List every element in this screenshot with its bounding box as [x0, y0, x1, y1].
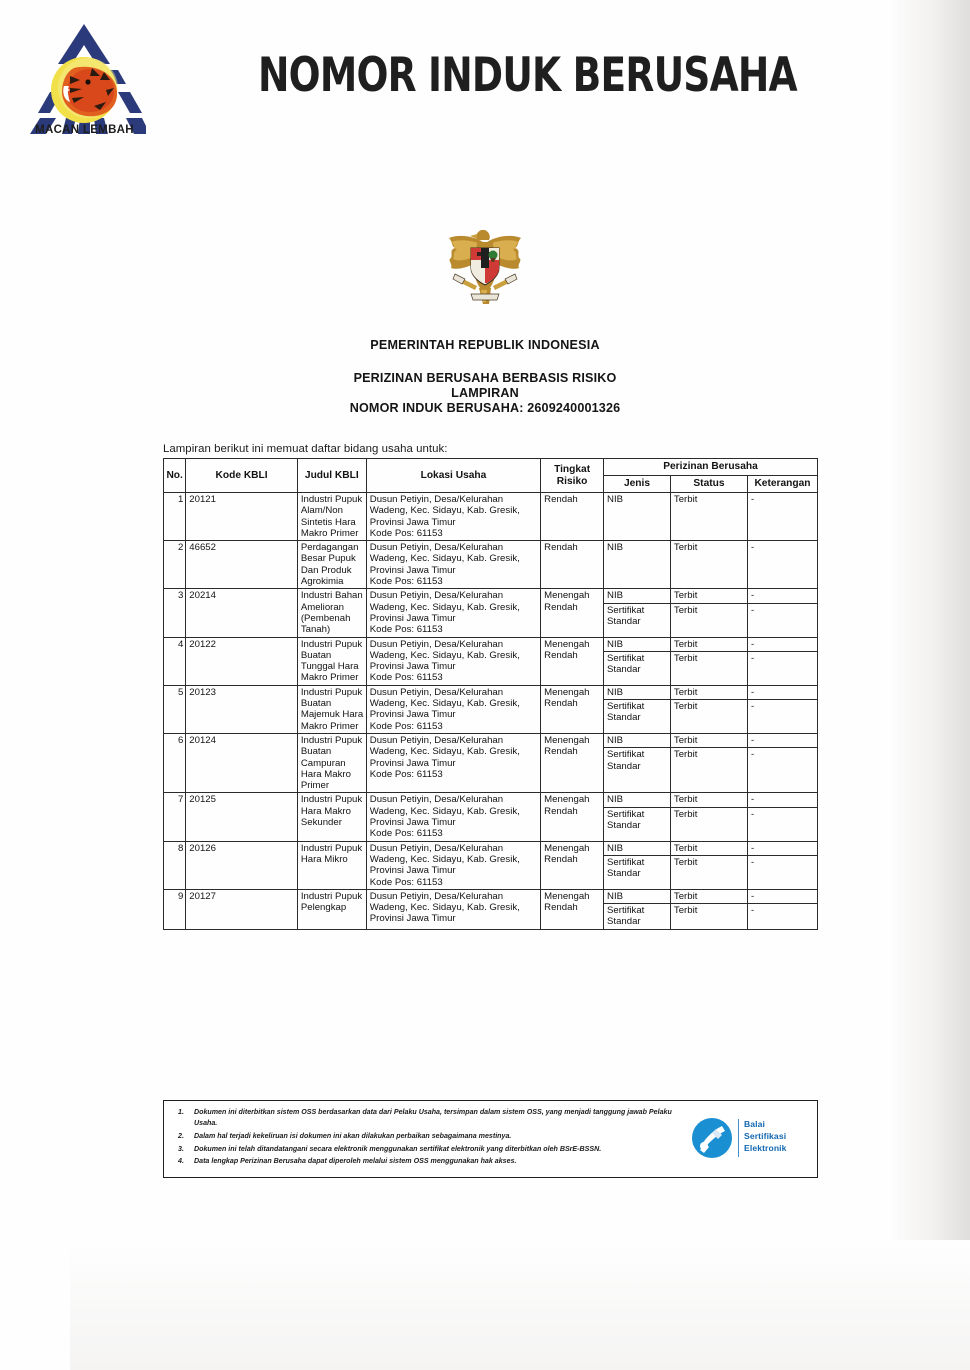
cell-kode-kbli: 20122 [186, 637, 298, 685]
cell-kode-kbli: 46652 [186, 541, 298, 589]
table-header [164, 459, 818, 493]
status-value: Terbit [673, 842, 698, 854]
cell-status [670, 733, 747, 792]
cell-judul-kbli: Industri Pupuk Buatan Campuran Hara Makro Primer [297, 733, 366, 792]
risiko-line: Menengah [544, 890, 590, 902]
lokasi-line: Wadeng, Kec. Sidayu, Kab. Gresik, [369, 649, 520, 661]
cell-tingkat-risiko [541, 637, 604, 685]
risiko-line: Rendah [544, 649, 578, 661]
risiko-line: Menengah [544, 590, 590, 602]
cell-lokasi-usaha [366, 637, 540, 685]
cell-judul-kbli: Industri Pupuk Pelengkap [297, 889, 366, 929]
status-value: Terbit [673, 494, 698, 505]
cell-jenis [604, 733, 671, 792]
bsre-logo-text [744, 1118, 787, 1155]
cell-kode-kbli: 20121 [186, 493, 298, 541]
brand-name: MACAN LEMBAH [35, 124, 134, 136]
keterangan-value: - [750, 686, 755, 698]
cell-no: 3 [164, 589, 186, 637]
footer-note-item [172, 1144, 672, 1155]
cell-jenis [604, 889, 671, 929]
table-row [164, 541, 818, 589]
jenis-word: Sertifikat [607, 856, 645, 868]
status-value: Terbit [673, 734, 698, 746]
cell-no: 5 [164, 685, 186, 733]
risiko-line: Rendah [544, 542, 578, 554]
keterangan-value: - [748, 903, 817, 929]
footer-note-text: Data lengkap Perizinan Berusaha dapat diperoleh melalui sistem OSS menggunakan hak akses. [194, 1157, 517, 1166]
keterangan-value: - [750, 794, 755, 806]
cell-jenis [604, 685, 671, 733]
lokasi-line: Dusun Petiyin, Desa/Kelurahan [369, 686, 504, 698]
jenis-value: NIB [607, 734, 624, 746]
jenis-value: NIB [607, 638, 624, 650]
status-value: Terbit [673, 638, 698, 650]
table-row [164, 889, 818, 929]
footer-notes-list [172, 1107, 672, 1169]
lokasi-line: Wadeng, Kec. Sidayu, Kab. Gresik, [369, 553, 520, 565]
cell-keterangan [747, 493, 817, 541]
keterangan-value: - [750, 842, 755, 854]
cell-no: 8 [164, 841, 186, 889]
cell-no: 1 [164, 493, 186, 541]
lokasi-line: Kode Pos: 61153 [369, 768, 443, 780]
keterangan-value: - [750, 542, 755, 554]
keterangan-value: - [748, 855, 817, 881]
risiko-line: Menengah [544, 638, 590, 650]
cell-no: 6 [164, 733, 186, 792]
table-row [164, 637, 818, 685]
bsre-logo-divider [738, 1119, 739, 1157]
cell-status [670, 493, 747, 541]
cell-judul-kbli: Perdagangan Besar Pupuk Dan Produk Agrokimia [297, 541, 366, 589]
bsre-line2: Sertifikasi [744, 1131, 787, 1142]
footer-note-text: Dokumen ini diterbitkan sistem OSS berdasarkan data dari Pelaku Usaha, tersimpan dalam sistem OSS, yang menjadi tanggung jawab Pelaku Usaha. [194, 1108, 672, 1128]
lokasi-line: Wadeng, Kec. Sidayu, Kab. Gresik, [369, 805, 520, 817]
lokasi-line: Kode Pos: 61153 [369, 672, 443, 684]
lokasi-line: Provinsi Jawa Timur [369, 564, 456, 576]
cell-judul-kbli: Industri Pupuk Buatan Tunggal Hara Makro Primer [297, 637, 366, 685]
jenis-value: NIB [607, 842, 624, 854]
letterhead [0, 0, 970, 160]
jenis-word: Sertifikat [607, 701, 645, 713]
lokasi-line: Kode Pos: 61153 [369, 876, 443, 888]
bsre-line3: Elektronik [744, 1143, 787, 1154]
keterangan-value: - [748, 699, 817, 725]
jenis-word: Standar [607, 615, 641, 627]
cell-kode-kbli: 20126 [186, 841, 298, 889]
keterangan-value: - [750, 890, 755, 902]
cell-jenis [604, 637, 671, 685]
th-jenis: Jenis [604, 476, 671, 493]
lokasi-line: Provinsi Jawa Timur [369, 612, 456, 624]
lokasi-line: Provinsi Jawa Timur [369, 757, 456, 769]
cell-keterangan [747, 889, 817, 929]
jenis-value [604, 747, 670, 773]
cell-tingkat-risiko [541, 589, 604, 637]
th-tingkat-risiko: Tingkat Risiko [541, 459, 604, 493]
table-row [164, 793, 818, 841]
cell-jenis [604, 589, 671, 637]
cell-lokasi-usaha [366, 685, 540, 733]
footer-notes-box [163, 1100, 818, 1178]
th-keterangan: Keterangan [747, 476, 817, 493]
keterangan-value: - [750, 494, 755, 505]
footer-note-text: Dokumen ini telah ditandatangani secara elektronik menggunakan sertifikat elektronik yang diterbitkan oleh BSrE-BSSN. [194, 1144, 602, 1153]
lokasi-line: Provinsi Jawa Timur [369, 661, 456, 673]
cell-tingkat-risiko [541, 841, 604, 889]
bsre-logo [691, 1115, 809, 1161]
cell-kode-kbli: 20214 [186, 589, 298, 637]
gov-country-line: PEMERINTAH REPUBLIK INDONESIA [370, 338, 600, 352]
cell-kode-kbli: 20125 [186, 793, 298, 841]
cell-status [670, 889, 747, 929]
jenis-value: NIB [607, 542, 624, 554]
cell-keterangan [747, 589, 817, 637]
footer-note-item [172, 1107, 672, 1129]
th-perizinan-berusaha: Perizinan Berusaha [604, 459, 818, 476]
cell-keterangan [747, 541, 817, 589]
jenis-value: NIB [607, 890, 624, 902]
cell-keterangan [747, 733, 817, 792]
cell-tingkat-risiko [541, 541, 604, 589]
lokasi-line: Wadeng, Kec. Sidayu, Kab. Gresik, [369, 601, 520, 613]
jenis-word: Sertifikat [607, 652, 645, 664]
cell-status [670, 793, 747, 841]
table-row [164, 733, 818, 792]
keterangan-value: - [748, 747, 817, 773]
cell-judul-kbli: Industri Bahan Amelioran (Pembenah Tanah) [297, 589, 366, 637]
cell-no: 7 [164, 793, 186, 841]
cell-status [670, 541, 747, 589]
lokasi-line: Dusun Petiyin, Desa/Kelurahan [369, 494, 504, 505]
footer-note-item [172, 1156, 672, 1167]
lokasi-line: Kode Pos: 61153 [369, 527, 443, 539]
lokasi-line: Dusun Petiyin, Desa/Kelurahan [369, 638, 504, 650]
table-row [164, 589, 818, 637]
cell-keterangan [747, 793, 817, 841]
cell-kode-kbli: 20123 [186, 685, 298, 733]
lokasi-line: Wadeng, Kec. Sidayu, Kab. Gresik, [369, 902, 520, 914]
lokasi-line: Dusun Petiyin, Desa/Kelurahan [369, 590, 504, 602]
cell-tingkat-risiko [541, 793, 604, 841]
table-row [164, 493, 818, 541]
footer-note-number: 3. [178, 1144, 184, 1153]
cell-judul-kbli: Industri Pupuk Buatan Majemuk Hara Makro Primer [297, 685, 366, 733]
risiko-line: Rendah [544, 746, 578, 758]
table-row [164, 685, 818, 733]
cell-tingkat-risiko [541, 493, 604, 541]
scan-shadow-right [888, 0, 970, 1240]
th-kode-kbli: Kode KBLI [186, 459, 298, 493]
status-value: Terbit [673, 890, 698, 902]
risiko-line: Rendah [544, 494, 578, 505]
cell-tingkat-risiko [541, 733, 604, 792]
cell-status [670, 841, 747, 889]
footer-note-text: Dalam hal terjadi kekeliruan isi dokumen ini akan dilakukan perbaikan sebagaimana mestinya. [194, 1131, 512, 1140]
jenis-word: Standar [607, 712, 641, 724]
th-status: Status [670, 476, 747, 493]
jenis-word: Standar [607, 916, 641, 928]
cell-jenis [604, 793, 671, 841]
keterangan-value: - [748, 807, 817, 833]
cell-jenis [604, 493, 671, 541]
jenis-word: Sertifikat [607, 604, 645, 616]
jenis-value [604, 807, 670, 833]
lokasi-line: Dusun Petiyin, Desa/Kelurahan [369, 542, 504, 554]
footer-note-number: 2. [178, 1131, 184, 1140]
cell-kode-kbli: 20127 [186, 889, 298, 929]
status-value: Terbit [671, 855, 747, 881]
lokasi-line: Kode Pos: 61153 [369, 828, 443, 840]
status-value: Terbit [673, 686, 698, 698]
lokasi-line: Kode Pos: 61153 [369, 720, 443, 732]
cell-keterangan [747, 685, 817, 733]
jenis-value [604, 651, 670, 677]
jenis-word: Sertifikat [607, 749, 645, 761]
keterangan-value: - [750, 734, 755, 746]
lokasi-line: Wadeng, Kec. Sidayu, Kab. Gresik, [369, 853, 520, 865]
lokasi-line: Dusun Petiyin, Desa/Kelurahan [369, 890, 504, 902]
jenis-value [604, 903, 670, 929]
status-value: Terbit [671, 903, 747, 929]
lokasi-line: Kode Pos: 61153 [369, 576, 443, 588]
status-value: Terbit [671, 747, 747, 773]
lokasi-line: Provinsi Jawa Timur [369, 709, 456, 721]
lokasi-line: Dusun Petiyin, Desa/Kelurahan [369, 734, 504, 746]
cell-no: 2 [164, 541, 186, 589]
cell-status [670, 589, 747, 637]
gov-subtitle-line2: LAMPIRAN [451, 386, 519, 400]
cell-tingkat-risiko [541, 889, 604, 929]
risiko-line: Rendah [544, 601, 578, 613]
cell-lokasi-usaha [366, 733, 540, 792]
risiko-line: Rendah [544, 805, 578, 817]
intro-text: Lampiran berikut ini memuat daftar bidang usaha untuk: [163, 443, 448, 455]
cell-judul-kbli: Industri Pupuk Hara Mikro [297, 841, 366, 889]
risiko-line: Menengah [544, 686, 590, 698]
jenis-word: Standar [607, 760, 641, 772]
risiko-line: Menengah [544, 734, 590, 746]
lokasi-line: Kode Pos: 61153 [369, 624, 443, 636]
lokasi-line: Wadeng, Kec. Sidayu, Kab. Gresik, [369, 746, 520, 758]
lokasi-line: Provinsi Jawa Timur [369, 913, 456, 925]
status-value: Terbit [673, 590, 698, 602]
lokasi-line: Wadeng, Kec. Sidayu, Kab. Gresik, [369, 505, 520, 517]
footer-note-item [172, 1131, 672, 1142]
cell-judul-kbli: Industri Pupuk Hara Makro Sekunder [297, 793, 366, 841]
cell-no: 9 [164, 889, 186, 929]
lokasi-line: Provinsi Jawa Timur [369, 865, 456, 877]
keterangan-value: - [750, 590, 755, 602]
jenis-word: Standar [607, 820, 641, 832]
jenis-value [604, 855, 670, 881]
scan-shadow-bottom [70, 1240, 970, 1370]
status-value: Terbit [671, 603, 747, 629]
table-body [164, 493, 818, 930]
table-row [164, 841, 818, 889]
cell-jenis [604, 841, 671, 889]
cell-lokasi-usaha [366, 493, 540, 541]
risiko-line: Rendah [544, 902, 578, 914]
cell-jenis [604, 541, 671, 589]
cell-status [670, 685, 747, 733]
jenis-word: Sertifikat [607, 808, 645, 820]
cell-lokasi-usaha [366, 793, 540, 841]
garuda-pancasila-emblem [437, 222, 533, 314]
jenis-value: NIB [607, 686, 624, 698]
keterangan-value: - [748, 603, 817, 629]
bsre-certificate-logo-icon [691, 1117, 733, 1159]
bsre-line1: Balai [744, 1119, 766, 1129]
lokasi-line: Dusun Petiyin, Desa/Kelurahan [369, 842, 504, 854]
th-judul-kbli: Judul KBLI [297, 459, 366, 493]
keterangan-value: - [750, 638, 755, 650]
cell-no: 4 [164, 637, 186, 685]
cell-lokasi-usaha [366, 589, 540, 637]
jenis-value [604, 699, 670, 725]
status-value: Terbit [671, 651, 747, 677]
risiko-line: Rendah [544, 698, 578, 710]
gov-subtitle-line1: PERIZINAN BERUSAHA BERBASIS RISIKO [353, 371, 617, 385]
jenis-value: NIB [607, 590, 624, 602]
cell-lokasi-usaha [366, 541, 540, 589]
lokasi-line: Wadeng, Kec. Sidayu, Kab. Gresik, [369, 698, 520, 710]
risiko-line: Rendah [544, 853, 578, 865]
page-title: NOMOR INDUK BERUSAHA [258, 48, 797, 103]
risiko-line: Menengah [544, 794, 590, 806]
cell-tingkat-risiko [541, 685, 604, 733]
footer-note-number: 4. [178, 1157, 184, 1166]
jenis-word: Standar [607, 664, 641, 676]
status-value: Terbit [671, 807, 747, 833]
cell-keterangan [747, 841, 817, 889]
jenis-word: Sertifikat [607, 905, 645, 917]
cell-judul-kbli: Industri Pupuk Alam/Non Sintetis Hara Makro Primer [297, 493, 366, 541]
th-no: No. [164, 459, 186, 493]
lokasi-line: Provinsi Jawa Timur [369, 516, 456, 528]
jenis-value [604, 603, 670, 629]
keterangan-value: - [748, 651, 817, 677]
status-value: Terbit [671, 699, 747, 725]
cell-status [670, 637, 747, 685]
kbli-business-table [163, 458, 818, 930]
th-lokasi-usaha: Lokasi Usaha [366, 459, 540, 493]
gov-nib-line: NOMOR INDUK BERUSAHA: 2609240001326 [349, 401, 621, 415]
cell-lokasi-usaha [366, 841, 540, 889]
cell-lokasi-usaha [366, 889, 540, 929]
risiko-line: Menengah [544, 842, 590, 854]
jenis-value: NIB [607, 494, 624, 505]
status-value: Terbit [673, 794, 698, 806]
lokasi-line: Provinsi Jawa Timur [369, 817, 456, 829]
lokasi-line: Dusun Petiyin, Desa/Kelurahan [369, 794, 504, 806]
status-value: Terbit [673, 542, 698, 554]
cell-keterangan [747, 637, 817, 685]
jenis-value: NIB [607, 794, 624, 806]
jenis-word: Standar [607, 868, 641, 880]
cell-kode-kbli: 20124 [186, 733, 298, 792]
footer-note-number: 1. [178, 1108, 184, 1116]
